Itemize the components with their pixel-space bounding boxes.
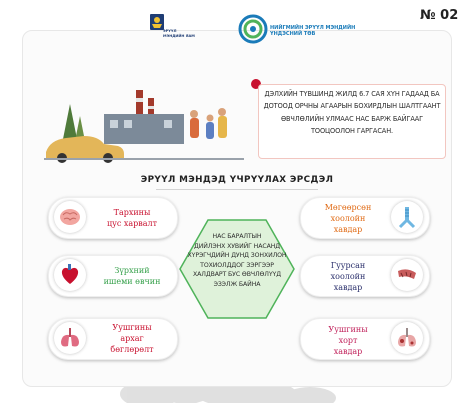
risk-label-ischemic-heart: Зүрхний ишеми өвчин: [103, 266, 161, 286]
lungs-icon: [58, 326, 82, 350]
heading-divider: [156, 189, 318, 190]
risk-label-lung-cancer: Уушгины хорт хавдар: [328, 325, 368, 356]
bronchus-icon: [395, 263, 419, 287]
section-heading: ЭРҮҮЛ МЭНДЭД ҮЧРҮҮЛАХ ЭРСДЭЛ: [140, 175, 334, 185]
risk-label-bronchus-cancer: Гуурсан хоолойн хавдар: [330, 261, 366, 292]
issue-number: № 02: [420, 8, 459, 23]
trachea-icon: [395, 205, 419, 229]
public-health-center-logo-text: НИЙГМИЙН ЭРҮҮЛ МЭНДИЙН ҮНДЭСНИЙ ТӨВ: [270, 25, 356, 37]
heart-icon: [58, 263, 82, 287]
center-hexagon-text: НАС БАРАЛТЫН ДИЙЛЭНХ ХУВИЙГ НАСАНД ХҮРЭГЧДИЙН ДУНД ЗОНХИЛОН ТОХИОЛДДОГ ЗЭРГЭЭР ХАЛДВАРТ БУС ӨВЧЛӨЛҮҮД ЭЗЭЛЖ БАЙНА: [187, 233, 287, 288]
pollution-scene-illustration: [44, 84, 244, 164]
lung-tumor-icon: [395, 326, 419, 350]
risk-label-copd: Уушгины архаг бөглөрөлт: [110, 323, 154, 354]
statistic-info-text: ДЭЛХИЙН ТҮВШИНД ЖИЛД 6.7 САЯ ХҮН ГАДААД БА ДОТООД ОРЧНЫ АГААРЫН БОХИРДЛЫН ШАЛТГААНТ ӨВЧЛӨЛИЙН УЛМААС НАС БАРЖ БАЙГААГ ТООЦООЛОН ГАРГАСАН.: [263, 89, 441, 135]
risk-label-trachea-cancer: Мөгөөрсөн хоолойн хавдар: [324, 203, 372, 234]
brain-icon: [58, 205, 82, 229]
risk-label-stroke: Тархины цус харвалт: [106, 208, 158, 228]
ministry-logo-text: ЭРҮҮЛ МЭНДИЙН ЯАМ: [163, 29, 195, 38]
public-health-center-logo-icon: [238, 14, 268, 44]
